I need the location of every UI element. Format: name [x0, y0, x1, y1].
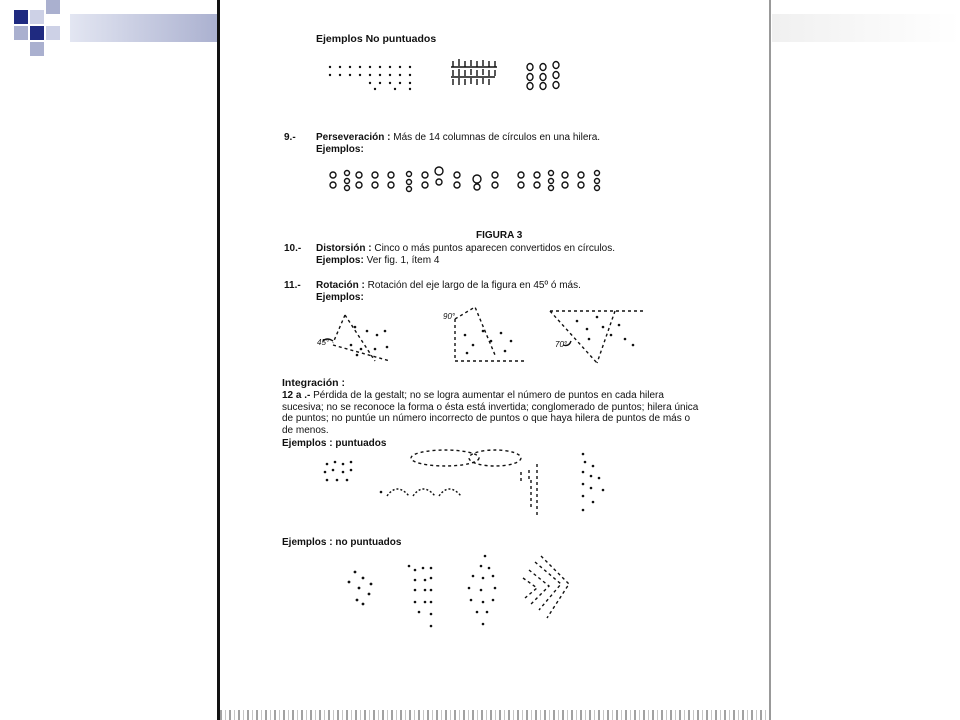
dot-diamond-example — [348, 571, 373, 606]
deco-square — [14, 10, 28, 24]
item-10-number: 10.- — [284, 243, 302, 254]
scan-noise-bottom — [220, 710, 769, 720]
item-10-examples-label: Ejemplos: — [316, 255, 364, 266]
figure-integracion-no-puntuados — [335, 550, 595, 630]
integration-examples-scored-label: Ejemplos : puntuados — [282, 438, 387, 449]
dashed-ellipses-example — [411, 450, 521, 466]
circle-columns-example — [330, 167, 600, 192]
dot-lozenge-example — [468, 555, 497, 626]
integration-heading: Integración : — [282, 377, 346, 389]
rotated-figure-90 — [443, 307, 525, 361]
deco-square — [46, 26, 60, 40]
item-10-examples-text: Ver fig. 1, ítem 4 — [363, 255, 440, 266]
dot-columns-example — [408, 565, 433, 628]
item-11-examples-label: Ejemplos: — [316, 292, 364, 303]
figure-perseveracion — [325, 167, 615, 197]
item-9-examples-label: Ejemplos: — [316, 144, 364, 155]
integration-item-12a — [282, 390, 702, 436]
deco-square — [30, 10, 44, 24]
item-10-line — [316, 243, 615, 255]
item-9-text: Más de 14 columnas de círculos en una hilera. — [390, 132, 601, 143]
item-11-term: Rotación : — [316, 280, 365, 291]
integration-examples-not-scored-label: Ejemplos : no puntuados — [282, 537, 402, 548]
dashed-arcs-example — [380, 489, 461, 496]
item-10-term: Distorsión : — [316, 243, 372, 254]
deco-square — [30, 42, 44, 56]
item-10-text: Cinco o más puntos aparecen convertidos en círculos. — [371, 243, 616, 254]
item-9-term: Perseveración : — [316, 132, 391, 143]
dot-triangle-example — [582, 453, 605, 512]
item-10-examples-line — [316, 255, 439, 267]
circle-group-example — [527, 62, 559, 90]
figure-integracion-puntuados — [315, 440, 645, 520]
item-11-number: 11.- — [284, 280, 301, 291]
vertical-dash-lines-example — [521, 464, 537, 516]
dash-block-example — [451, 59, 497, 85]
rotated-figure-70 — [550, 311, 645, 363]
dot-cluster-example — [324, 461, 353, 482]
dot-grid-example — [329, 66, 411, 90]
rotated-figure-45 — [317, 315, 390, 361]
scanned-document-page — [217, 0, 771, 720]
deco-square — [46, 0, 60, 14]
integration-item-label: 12 a .- — [282, 390, 311, 401]
slide-decoration-squares — [0, 0, 80, 60]
slide-header-bar-left — [70, 14, 220, 42]
angle-label-45: 45° — [317, 338, 330, 347]
heading-no-puntuados-top: Ejemplos No puntuados — [316, 33, 437, 45]
dashed-chevron-example — [523, 556, 569, 618]
item-11-text: Rotación del eje largo de la figura en 45º ó más. — [364, 280, 581, 291]
item-9-line — [316, 132, 600, 144]
angle-label-70: 70° — [555, 340, 568, 349]
integration-item-text: Pérdida de la gestalt; no se logra aumentar el número de puntos en cada hilera sucesiva; no se reconoce la forma o ésta está invertida; conglomerado de puntos; hilera única de puntos; no puntúe un número incorrecto de puntos o que haya hilera de puntos de más o de menos. — [282, 390, 699, 436]
item-11-line — [316, 280, 581, 292]
slide-header-bar-right — [772, 14, 960, 42]
figure-no-puntuados-top — [325, 55, 575, 100]
deco-square — [30, 26, 44, 40]
angle-label-90: 90° — [443, 312, 456, 321]
item-9-number: 9.- — [284, 132, 296, 143]
figure-3-label: FIGURA 3 — [476, 230, 523, 241]
figure-rotacion — [315, 305, 655, 375]
deco-square — [14, 26, 28, 40]
